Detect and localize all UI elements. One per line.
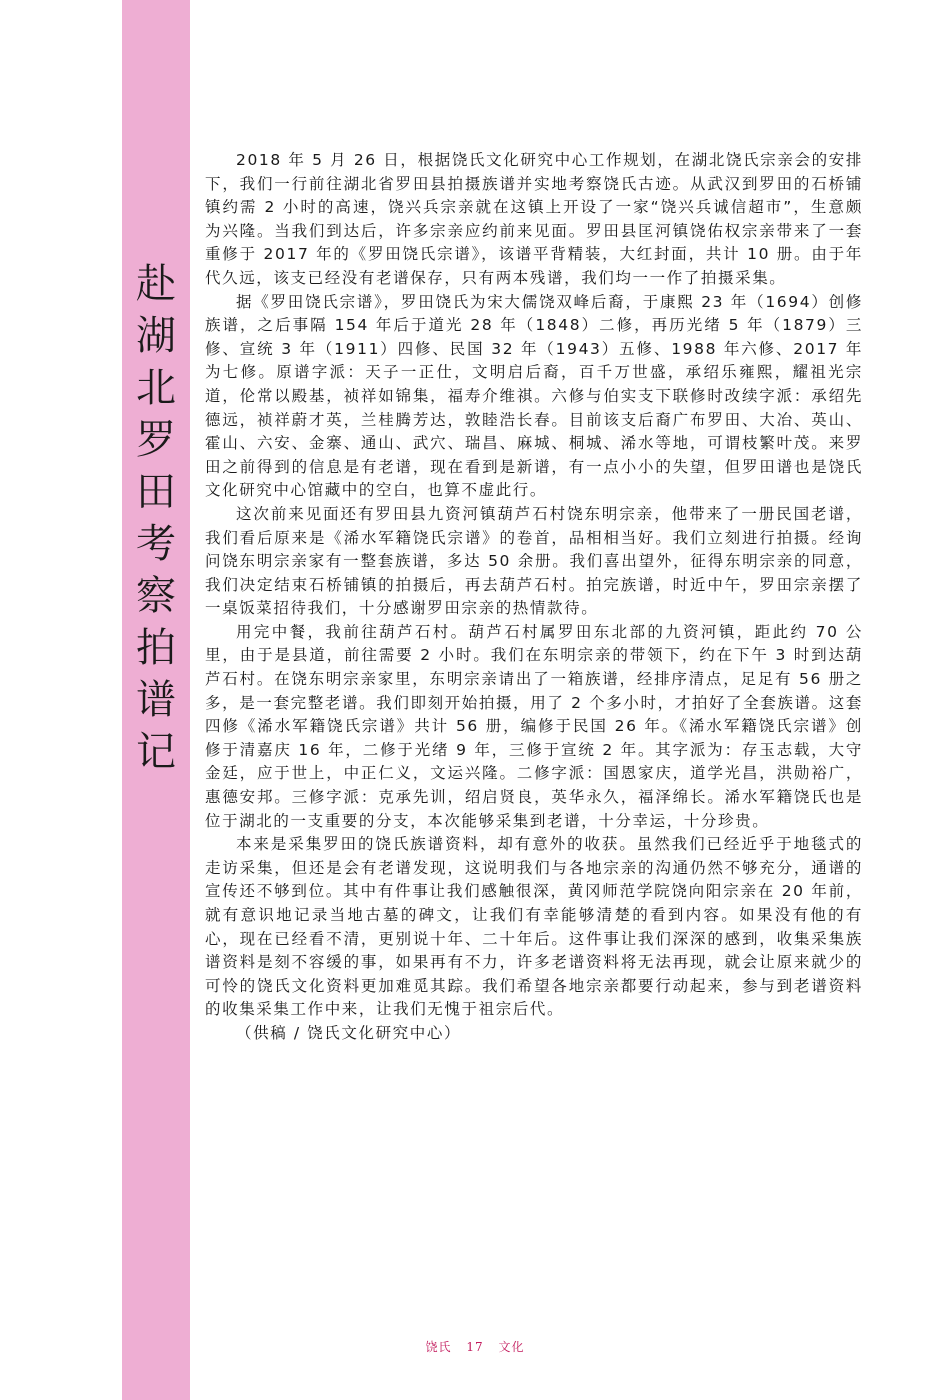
- title-char: 察: [136, 573, 176, 619]
- title-char: 谱: [136, 677, 176, 723]
- page-number: 17: [466, 1340, 484, 1354]
- title-char: 记: [136, 729, 176, 775]
- title-char: 拍: [136, 625, 176, 671]
- paragraph: 这次前来见面还有罗田县九资河镇葫芦石村饶东明宗亲，他带来了一册民国老谱，我们看后原来是《浠水军籍饶氏宗谱》的卷首，品相相当好。我们立刻进行拍摄。经询问饶东明宗亲家有一整套族谱，多达 50 余册。我们喜出望外，征得东明宗亲的同意，我们决定结束石桥铺镇的拍摄后，再去葫芦石村。拍完族谱，时近中午，罗田宗亲摆了一桌饭菜招待我们，十分感谢罗田宗亲的热情款待。: [205, 504, 863, 618]
- title-char: 赴: [136, 261, 176, 307]
- article-title: [124, 258, 188, 778]
- footer-right-label: 文化: [498, 1340, 525, 1354]
- title-char: 罗: [136, 417, 176, 463]
- title-char: 北: [136, 365, 176, 411]
- page-footer: [0, 1338, 950, 1355]
- paragraph: 用完中餐，我前往葫芦石村。葫芦石村属罗田东北部的九资河镇，距此约 70 公里，由于是县道，前往需要 2 小时。我们在东明宗亲的带领下，约在下午 3 时到达葫芦石村。在饶东明宗亲家里，东明宗亲请出了一箱族谱，经排序清点，足足有 56 册之多，是一套完整老谱。我们即刻开始拍摄，用了 2 个多小时，才拍好了全套族谱。这套四修《浠水军籍饶氏宗谱》共计 56 册，编修于民国 26 年。《浠水军籍饶氏宗谱》创修于清嘉庆 16 年，二修于光绪 9 年，三修于宣统 2 年。其字派为：存玉志载，大守金廷，应于世上，中正仁义，文运兴隆。二修字派：国恩家庆，道学光昌，洪勋裕广，惠德安邦。三修字派：克承先训，绍启贤良，英华永久，福泽绵长。浠水军籍饶氏也是位于湖北的一支重要的分支，本次能够采集到老谱，十分幸运，十分珍贵。: [205, 622, 863, 830]
- source-credit: （供稿 / 饶氏文化研究中心）: [236, 1023, 462, 1042]
- paragraph: 本来是采集罗田的饶氏族谱资料，却有意外的收获。虽然我们已经近乎于地毯式的走访采集，但还是会有老谱发现，这说明我们与各地宗亲的沟通仍然不够充分，通谱的宣传还不够到位。其中有件事让我们感触很深，黄冈师范学院饶向阳宗亲在 20 年前，就有意识地记录当地古墓的碑文，让我们有幸能够清楚的看到内容。如果没有他的有心，现在已经看不清，更别说十年、二十年后。这件事让我们深深的感到，收集采集族谱资料是刻不容缓的事，如果再有不力，许多老谱资料将无法再现，就会让原来就少的可怜的饶氏文化资料更加难觅其踪。我们希望各地宗亲都要行动起来，参与到老谱资料的收集采集工作中来，让我们无愧于祖宗后代。: [205, 835, 863, 1019]
- title-char: 湖: [136, 313, 176, 359]
- paragraph: 2018 年 5 月 26 日，根据饶氏文化研究中心工作规划，在湖北饶氏宗亲会的安排下，我们一行前往湖北省罗田县拍摄族谱并实地考察饶氏古迹。从武汉到罗田的石桥铺镇约需 2 小时的高速，饶兴兵宗亲就在这镇上开设了一家“饶兴兵诚信超市”，生意颇为兴隆。当我们到达后，许多宗亲应约前来见面。罗田县匡河镇饶佑权宗亲带来了一套重修于 2017 年的《罗田饶氏宗谱》，该谱平背精装，大红封面，共计 10 册。由于年代久远，该支已经没有老谱保存，只有两本残谱，我们均一一作了拍摄采集。: [205, 151, 863, 287]
- title-char: 田: [136, 469, 176, 515]
- article-body: [205, 149, 863, 1046]
- title-char: 考: [136, 521, 176, 567]
- footer-left-label: 饶氏: [425, 1340, 452, 1354]
- paragraph: 据《罗田饶氏宗谱》，罗田饶氏为宋大儒饶双峰后裔，于康熙 23 年（1694）创修族谱，之后事隔 154 年后于道光 28 年（1848）二修，再历光绪 5 年（1879）三修、宣统 3 年（1911）四修、民国 32 年（1943）五修、1988 年六修、2017 年为七修。原谱字派：天子一正仕，文明启后裔，百千万世盛，承绍乐雍熙，耀祖光宗道，伦常以殿基，祯祥如锦集，福寿介维祺。六修与伯实支下联修时改续字派：承绍先德远，祯祥蔚才英，兰桂腾芳达，敦睦浩长春。目前该支后裔广布罗田、大冶、英山、霍山、六安、金寨、通山、武穴、瑞昌、麻城、桐城、浠水等地，可谓枝繁叶茂。来罗田之前得到的信息是有老谱，现在看到是新谱，有一点小小的失望，但罗田谱也是饶氏文化研究中心馆藏中的空白，也算不虚此行。: [205, 292, 863, 500]
